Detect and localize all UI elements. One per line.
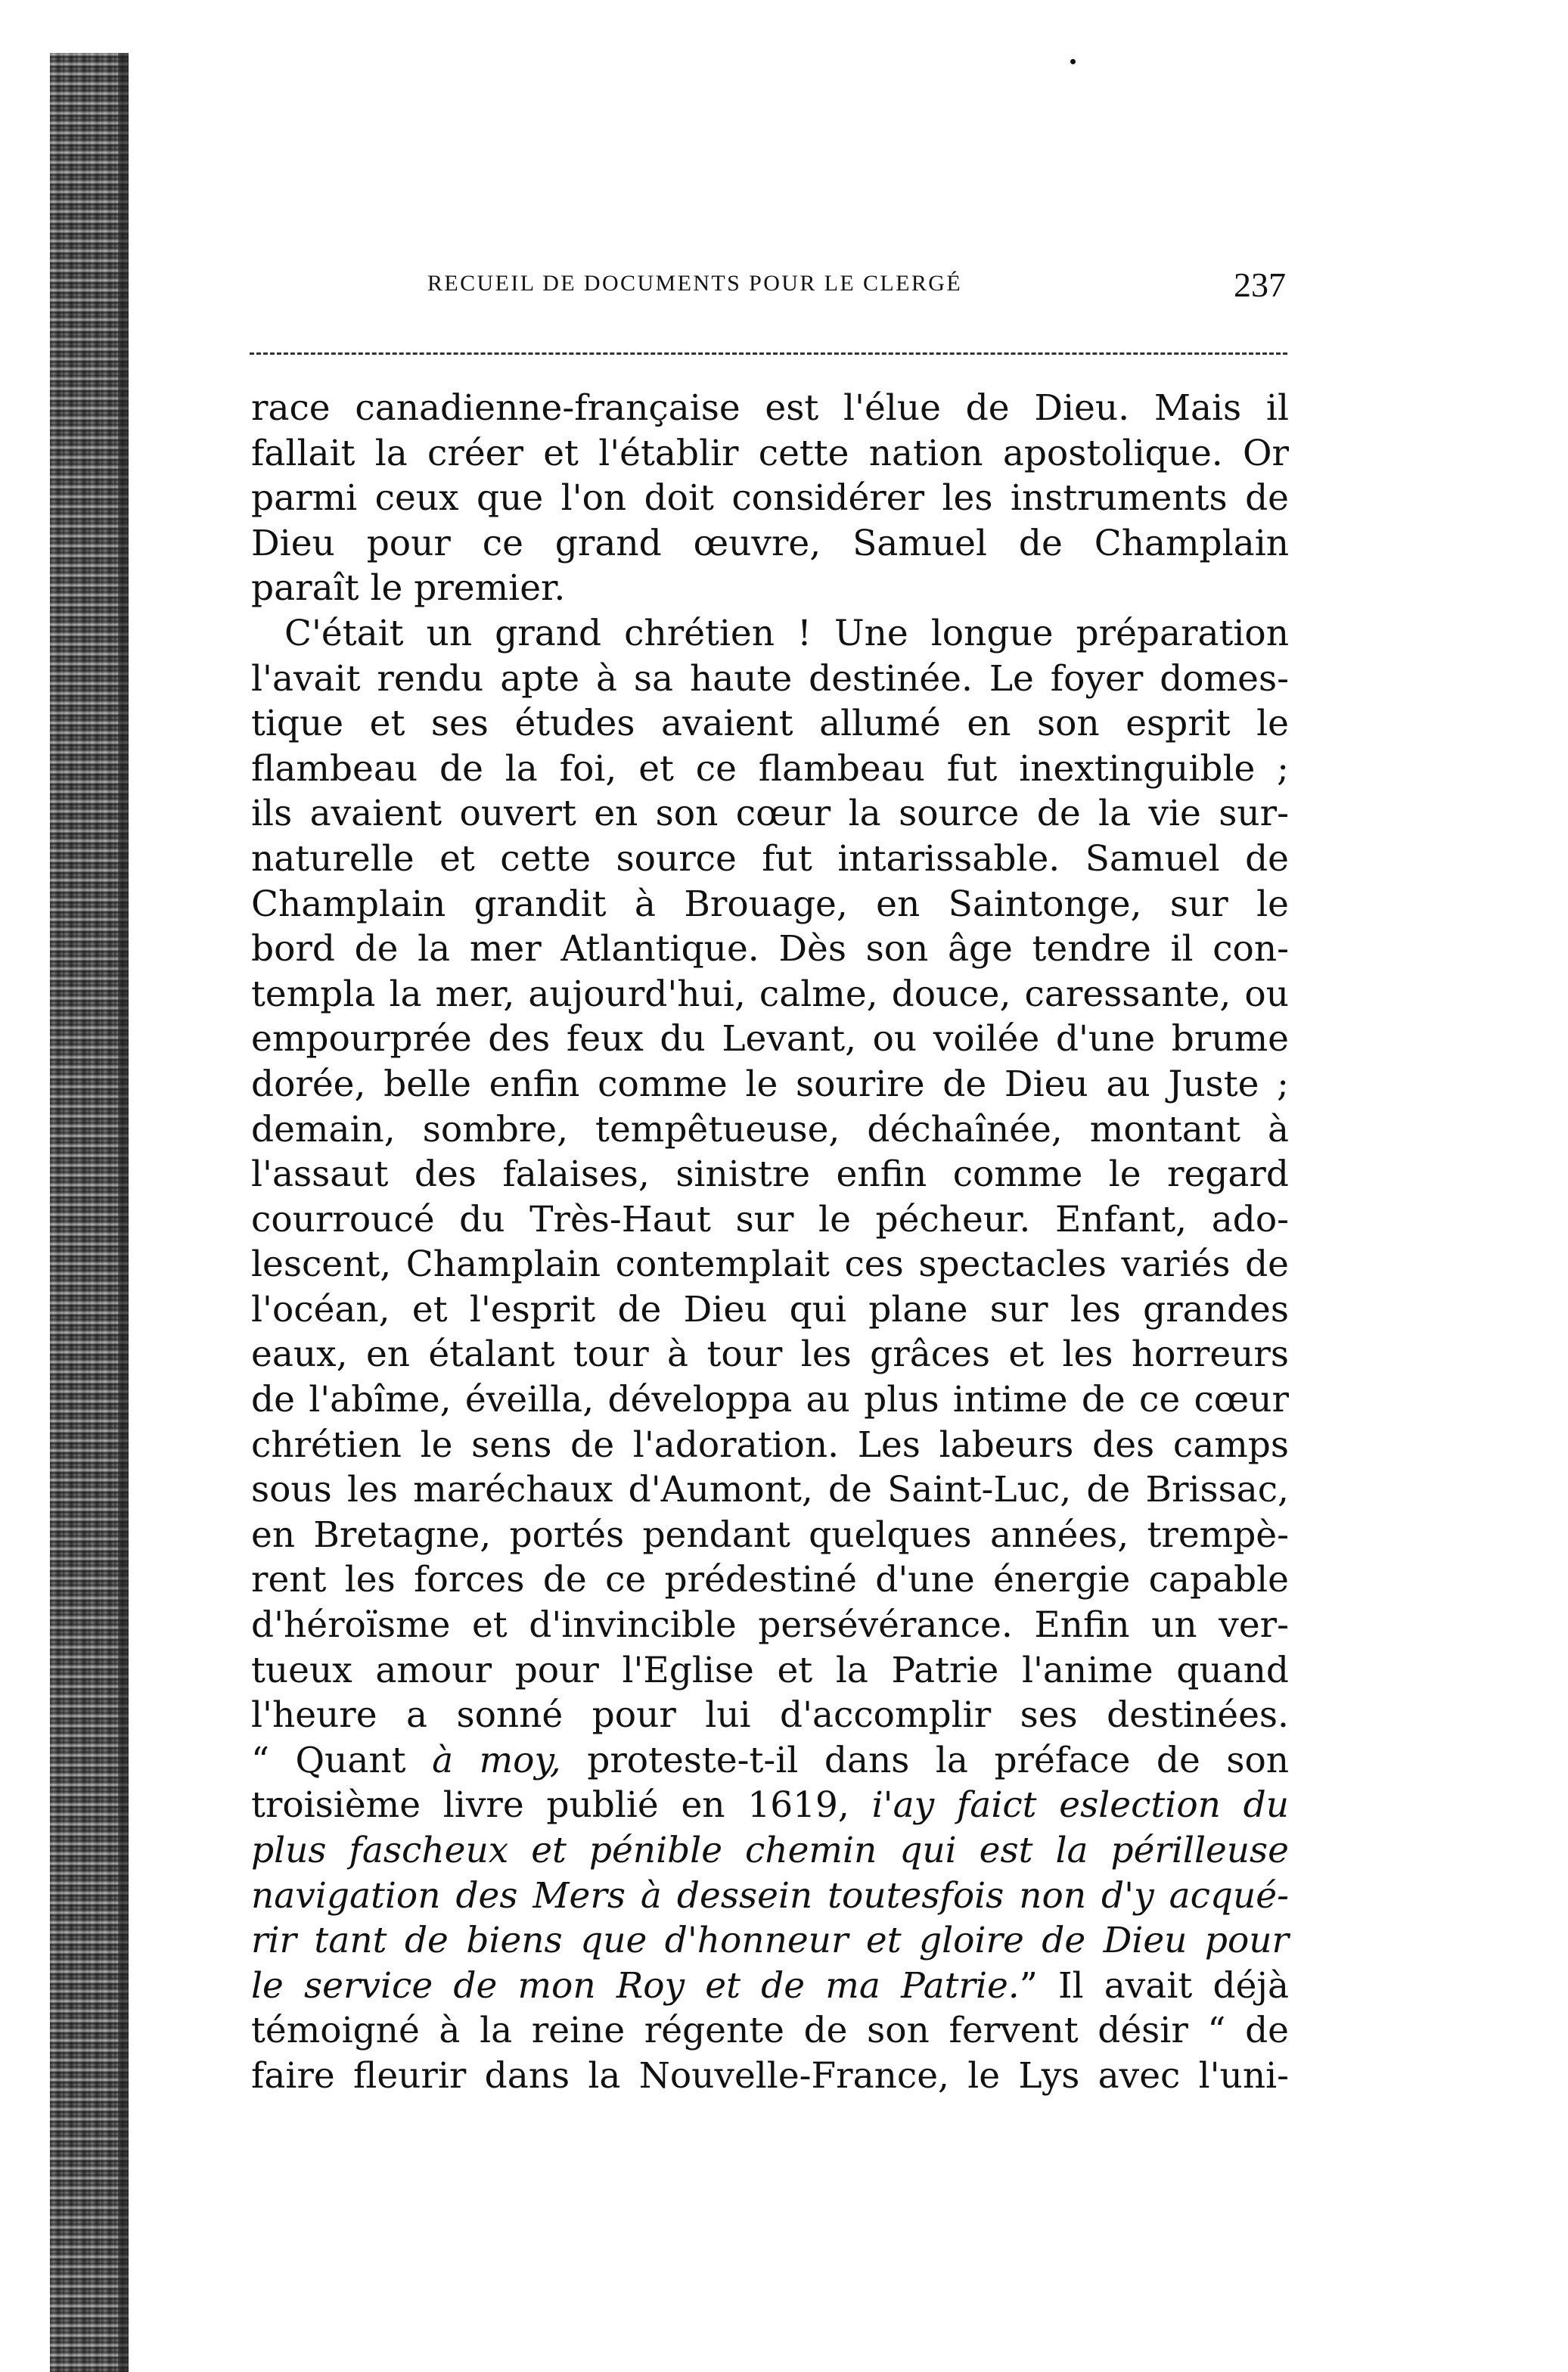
text-line: l'avait rendu apte à sa haute destinée. Le foyer domes- — [251, 657, 1289, 700]
italic-phrase: à moy, — [432, 1739, 561, 1781]
text-line: templa la mer, aujourd'hui, calme, douce, caressante, ou — [251, 973, 1289, 1015]
italic-quote-line: plus fascheux et pénible chemin qui est la périlleuse — [251, 1830, 1289, 1871]
text-line: Champlain grandit à Brouage, en Saintonge, sur le — [251, 883, 1289, 925]
header-rule — [250, 352, 1287, 355]
text-line: C'était un grand chrétien ! Une longue préparation — [284, 612, 1289, 654]
quote-rest: ” Il avait déjà — [1019, 1964, 1289, 2007]
quote-line — [251, 1964, 1289, 2009]
quote-line — [251, 1738, 1289, 1784]
text-line: bord de la mer Atlantique. Dès son âge tendre il con- — [251, 928, 1289, 970]
text-line: sous les maréchaux d'Aumont, de Saint-Luc, de Brissac, — [251, 1469, 1289, 1511]
text-line: de l'abîme, éveilla, développa au plus intime de ce cœur — [251, 1379, 1289, 1421]
text-line: faire fleurir dans la Nouvelle-France, le Lys avec l'uni- — [251, 2054, 1289, 2097]
text-line: fallait la créer et l'établir cette nation apostolique. Or — [251, 432, 1289, 474]
quote-line — [251, 1783, 1289, 1828]
text-line: chrétien le sens de l'adoration. Les labeurs des camps — [251, 1424, 1289, 1466]
body-text — [251, 386, 1289, 2099]
text-line: demain, sombre, tempêtueuse, déchaînée, montant à — [251, 1108, 1289, 1150]
page-number: 237 — [1234, 265, 1286, 304]
text-line: lescent, Champlain contemplait ces spectacles variés de — [251, 1243, 1289, 1286]
scanned-binding-edge — [50, 53, 129, 2372]
running-title: RECUEIL DE DOCUMENTS POUR LE CLERGÉ — [427, 271, 963, 296]
text-line: eaux, en étalant tour à tour les grâces et les horreurs — [251, 1333, 1289, 1376]
quote-rest: proteste-t-il dans la préface de son — [560, 1739, 1290, 1781]
text-line: l'assaut des falaises, sinistre enfin comme le regard — [251, 1153, 1289, 1196]
italic-quote-line: navigation des Mers à dessein toutesfois non d'y acqué- — [251, 1874, 1289, 1917]
text-line: rent les forces de ce prédestiné d'une énergie capable — [251, 1559, 1289, 1601]
text-line: flambeau de la foi, et ce flambeau fut inextinguible ; — [251, 747, 1289, 790]
roman-phrase: troisième livre publié en 1619, — [251, 1784, 872, 1827]
text-line: race canadienne-française est l'élue de Dieu. Mais il — [251, 387, 1289, 429]
text-line: d'héroïsme et d'invincible persévérance. Enfin un ver- — [251, 1604, 1289, 1647]
italic-phrase: i'ay faict eslection du — [871, 1784, 1289, 1827]
text-line: ils avaient ouvert en son cœur la source de la vie sur- — [251, 793, 1289, 835]
quote-open: “ Quant — [251, 1739, 433, 1781]
text-line: dorée, belle enfin comme le sourire de Dieu au Juste ; — [251, 1063, 1289, 1105]
text-line: témoigné à la reine régente de son fervent désir “ de — [251, 2010, 1289, 2052]
text-line: paraît le premier. — [251, 567, 566, 610]
italic-quote-line: rir tant de biens que d'honneur et gloire de Dieu pour — [251, 1920, 1289, 1962]
running-head — [393, 265, 1286, 310]
text-line: courroucé du Très-Haut sur le pécheur. Enfant, ado- — [251, 1198, 1289, 1240]
text-line: l'océan, et l'esprit de Dieu qui plane sur les grandes — [251, 1288, 1289, 1330]
text-line: l'heure a sonné pour lui d'accomplir ses destinées. — [251, 1694, 1289, 1737]
text-line: naturelle et cette source fut intarissable. Samuel de — [251, 837, 1289, 880]
text-line: tueux amour pour l'Eglise et la Patrie l'anime quand — [251, 1649, 1289, 1691]
italic-phrase: le service de mon Roy et de ma Patrie. — [251, 1964, 1020, 2007]
text-line: en Bretagne, portés pendant quelques années, trempè- — [251, 1514, 1289, 1556]
text-line: Dieu pour ce grand œuvre, Samuel de Champlain — [251, 522, 1289, 564]
text-line: empourprée des feux du Levant, ou voilée d'une brume — [251, 1018, 1289, 1060]
ink-speck — [1070, 59, 1076, 64]
text-line: parmi ceux que l'on doit considérer les instruments de — [251, 477, 1289, 520]
text-line: tique et ses études avaient allumé en son esprit le — [251, 703, 1289, 745]
